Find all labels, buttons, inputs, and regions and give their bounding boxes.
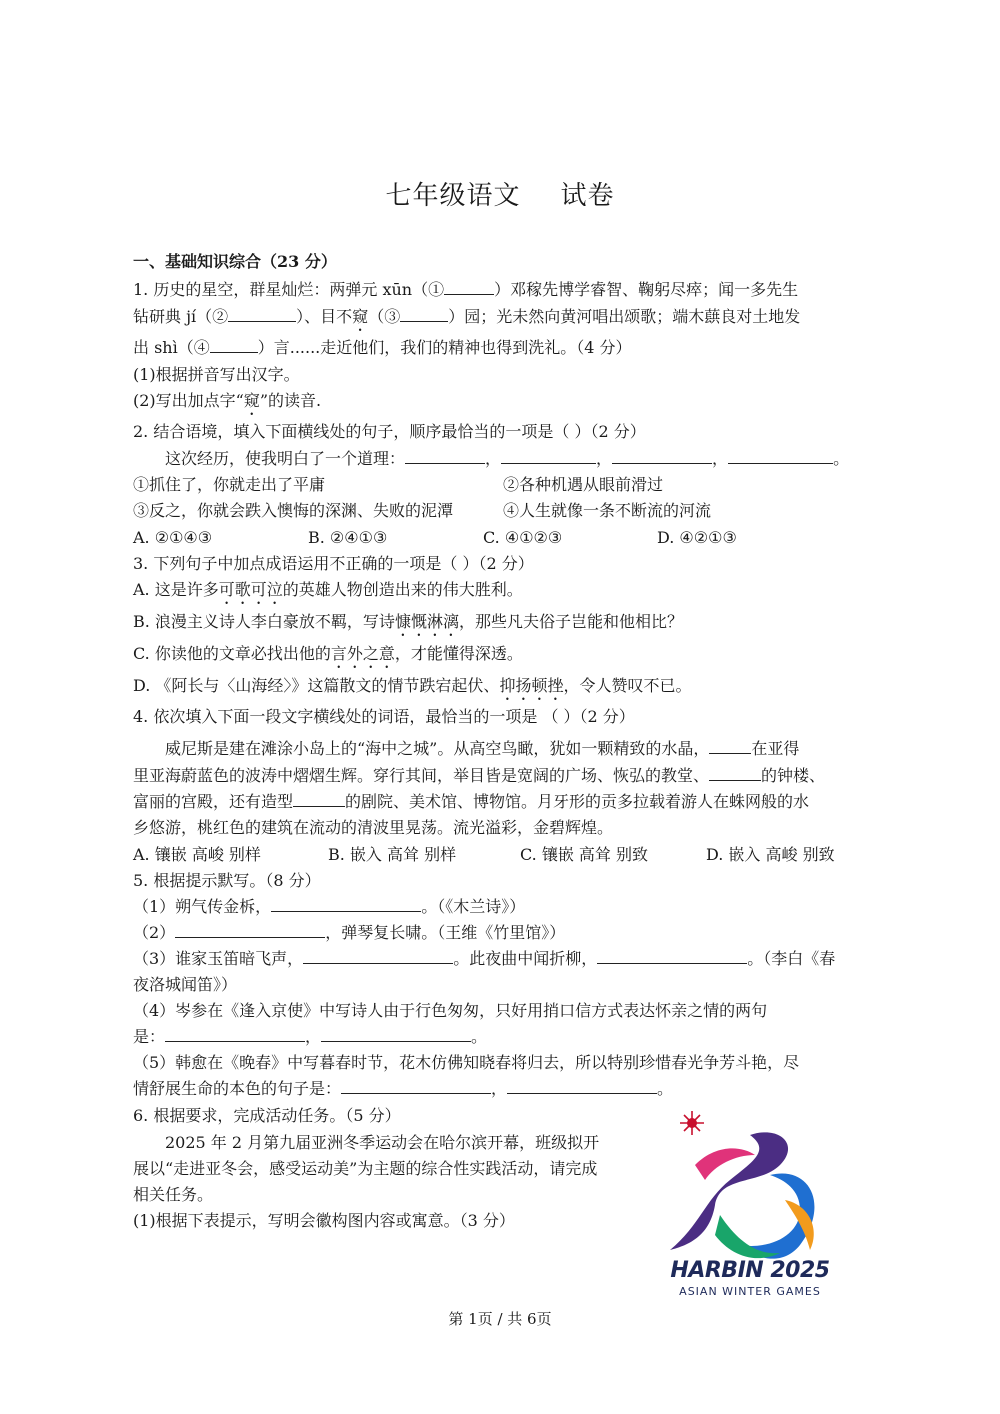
q3-text: C. 你读他的文章必找出他的 xyxy=(133,644,331,663)
blank xyxy=(341,1079,491,1094)
blank-4 xyxy=(210,338,258,353)
q6-stem: 6. 根据要求，完成活动任务。（5 分） xyxy=(133,1106,401,1125)
q5-text: 。（《木兰诗》） xyxy=(421,897,526,916)
q3-text: B. 浪漫主义诗人李白豪放不羁，写诗 xyxy=(133,612,395,631)
q4-option-d: D. 嵌入 高峻 别致 xyxy=(706,845,835,864)
q2-option-b: B. ②④①③ xyxy=(308,528,388,547)
q2-choice-3: ③反之，你就会跌入懊悔的深渊、失败的泥潭 xyxy=(133,501,454,520)
dotted-idiom: 抑扬顿挫 xyxy=(499,676,564,695)
q2-option-c: C. ④①②③ xyxy=(483,528,563,547)
q5-item-4-cont xyxy=(133,1027,487,1047)
blank xyxy=(709,766,761,781)
q4-stem: 4. 依次填入下面一段文字横线处的词语，最恰当的一项是 （ ）（2 分） xyxy=(133,707,635,726)
q1-text: 出 shì（④ xyxy=(133,338,210,357)
q2-choice-4: ④人生就像一条不断流的河流 xyxy=(503,501,712,520)
blank xyxy=(175,923,325,938)
q4-text: 威尼斯是建在滩涂小岛上的“海中之城”。从高空鸟瞰，犹如一颗精致的水晶， xyxy=(165,739,710,758)
title-subject: 七年级语文 xyxy=(385,181,521,211)
q3-text: A. 这是许多 xyxy=(133,580,219,599)
q5-text: ， xyxy=(491,1079,508,1098)
q6-paragraph-line3: 相关任务。 xyxy=(133,1185,214,1204)
q1-text: 钻研典 jí（② xyxy=(133,307,229,326)
logo-subtitle: ASIAN WINTER GAMES xyxy=(679,1285,821,1298)
q1-line1 xyxy=(133,280,798,300)
q3-text: ，才能懂得深透。 xyxy=(394,644,523,663)
logo-wordmark: HARBIN 2025 xyxy=(670,1258,830,1283)
q4-text: 富丽的宫殿，还有造型 xyxy=(133,792,294,811)
q4-option-b: B. 嵌入 高耸 别样 xyxy=(328,845,457,864)
blank-2 xyxy=(228,307,296,322)
blank xyxy=(321,1027,471,1042)
dotted-idiom: 慷慨淋漓 xyxy=(394,612,459,631)
q1-text: ）言......走近他们，我们的精神也得到洗礼。（4 分） xyxy=(257,338,632,357)
q3-text: D. 《阿长与〈山海经〉》这篇散文的情节跌宕起伏、 xyxy=(133,676,500,695)
q5-item-5-cont xyxy=(133,1079,673,1099)
blank xyxy=(597,949,747,964)
q4-text: 在亚得 xyxy=(751,739,800,758)
q5-text: 情舒展生命的本色的句子是： xyxy=(133,1079,342,1098)
section-heading: 一、基础知识综合（23 分） xyxy=(133,252,337,271)
q4-text: 里亚海蔚蓝色的波涛中熠熠生辉。穿行其间，举目皆是宽阔的广场、恢弘的教堂、 xyxy=(133,766,710,785)
blank xyxy=(165,1027,305,1042)
q6-paragraph-line1: 2025 年 2 月第九届亚洲冬季运动会在哈尔滨开幕，班级拟开 xyxy=(165,1133,600,1152)
q1-sub1: (1)根据拼音写出汉字。 xyxy=(133,365,300,384)
q1-text: (2)写出加点字“ xyxy=(133,391,244,410)
sun-icon xyxy=(680,1111,704,1135)
q3-option-c xyxy=(133,644,523,672)
blank xyxy=(728,449,833,464)
dotted-idiom: 可歌可泣 xyxy=(218,580,283,599)
q4-option-c: C. 镶嵌 高耸 别致 xyxy=(520,845,649,864)
q3-text: ，令人赞叹不已。 xyxy=(563,676,692,695)
q5-item-4: （4）岑参在《逢入京使》中写诗人由于行色匆匆，只好用捎口信方式表达怀亲之情的两句 xyxy=(133,1001,768,1020)
dotted-char: 窥 xyxy=(352,307,369,326)
blank xyxy=(405,449,485,464)
q5-text: 是： xyxy=(133,1027,166,1046)
q2-text: 。 xyxy=(833,449,850,468)
q5-text: 。 xyxy=(657,1079,674,1098)
q3-stem: 3. 下列句子中加点成语运用不正确的一项是（ ）（2 分） xyxy=(133,554,534,573)
q5-item-5: （5）韩愈在《晚春》中写暮春时节，花木仿佛知晓春将归去，所以特别珍惜春光争芳斗艳，尽 xyxy=(133,1053,800,1072)
q5-item-3 xyxy=(133,949,835,969)
q1-text: ”的读音. xyxy=(259,391,322,410)
q2-text: ， xyxy=(596,449,613,468)
q2-option-d: D. ④②①③ xyxy=(657,528,737,547)
blank xyxy=(709,739,751,754)
blank xyxy=(271,897,421,912)
q5-text: ， xyxy=(305,1027,322,1046)
q1-line2 xyxy=(133,307,800,335)
q1-text: ）邓稼先博学睿智、鞠躬尽瘁；闻一多先生 xyxy=(494,280,799,299)
q2-stem: 2. 结合语境，填入下面横线处的句子，顺序最恰当的一项是（ ）（2 分） xyxy=(133,422,646,441)
q3-option-a xyxy=(133,580,523,608)
dotted-idiom: 言外之意 xyxy=(330,644,395,663)
q1-text: 1. 历史的星空，群星灿烂：两弹元 xūn（① xyxy=(133,280,445,299)
q4-option-a: A. 镶嵌 高峻 别样 xyxy=(133,845,261,864)
q4-text: 的剧院、美术馆、博物馆。月牙形的贡多拉载着游人在蛛网般的水 xyxy=(345,792,810,811)
q6-paragraph-line2: 展以“走进亚冬会，感受运动美”为主题的综合性实践活动，请完成 xyxy=(133,1159,598,1178)
q3-option-d xyxy=(133,676,691,704)
q1-sub2 xyxy=(133,391,321,419)
q2-choice-1: ①抓住了，你就走出了平庸 xyxy=(133,475,326,494)
q3-text: ，那些凡夫俗子岂能和他相比？ xyxy=(458,612,683,631)
q2-text: ， xyxy=(712,449,729,468)
q4-passage-line1 xyxy=(165,739,799,759)
blank xyxy=(303,949,453,964)
q5-text: （1）朔气传金柝， xyxy=(133,897,272,916)
page-footer: 第 1页 / 共 6页 xyxy=(448,1310,552,1328)
blank xyxy=(507,1079,657,1094)
q5-item-1 xyxy=(133,897,525,917)
q2-text: 这次经历，使我明白了一个道理： xyxy=(165,449,406,468)
q5-item-3-cont: 夜洛城闻笛》） xyxy=(133,975,238,994)
q5-text: 。此夜曲中闻折柳， xyxy=(453,949,598,968)
q5-text: （2） xyxy=(133,923,176,942)
q6-sub1: (1)根据下表提示，写明会徽构图内容或寓意。（3 分） xyxy=(133,1211,515,1230)
q5-text: 。（李白《春 xyxy=(747,949,836,968)
q3-text: 的英雄人物创造出来的伟大胜利。 xyxy=(282,580,523,599)
q5-stem: 5. 根据提示默写。（8 分） xyxy=(133,871,321,890)
q1-line3 xyxy=(133,338,632,358)
q1-text: （③ xyxy=(368,307,401,326)
q5-text: 。 xyxy=(471,1027,488,1046)
blank xyxy=(293,792,345,807)
q5-text: （3）谁家玉笛暗飞声， xyxy=(133,949,304,968)
q2-text: ， xyxy=(485,449,502,468)
q2-context xyxy=(165,449,849,469)
blank xyxy=(501,449,596,464)
dotted-char: 窥 xyxy=(243,391,260,410)
blank xyxy=(612,449,712,464)
q1-text: ）园；光未然向黄河唱出颂歌；端木蕻良对土地发 xyxy=(448,307,801,326)
q2-choice-2: ②各种机遇从眼前滑过 xyxy=(503,475,664,494)
blank-3 xyxy=(400,307,448,322)
q4-passage-line3 xyxy=(133,792,809,812)
q4-text: 的钟楼、 xyxy=(761,766,826,785)
q5-text: ，弹琴复长啸。（王维《竹里馆》） xyxy=(325,923,566,942)
q1-text: ）、目不 xyxy=(296,307,353,326)
blank-1 xyxy=(444,280,494,295)
q4-passage-line2 xyxy=(133,766,825,786)
page-title xyxy=(0,175,1000,212)
q5-item-2 xyxy=(133,923,565,943)
q3-option-b xyxy=(133,612,683,640)
title-kind: 试卷 xyxy=(560,181,615,211)
q4-passage-line4: 乡悠游，桃红色的建筑在流动的清波里晃荡。流光溢彩，金碧辉煌。 xyxy=(133,818,614,837)
q2-option-a: A. ②①④③ xyxy=(133,528,213,547)
